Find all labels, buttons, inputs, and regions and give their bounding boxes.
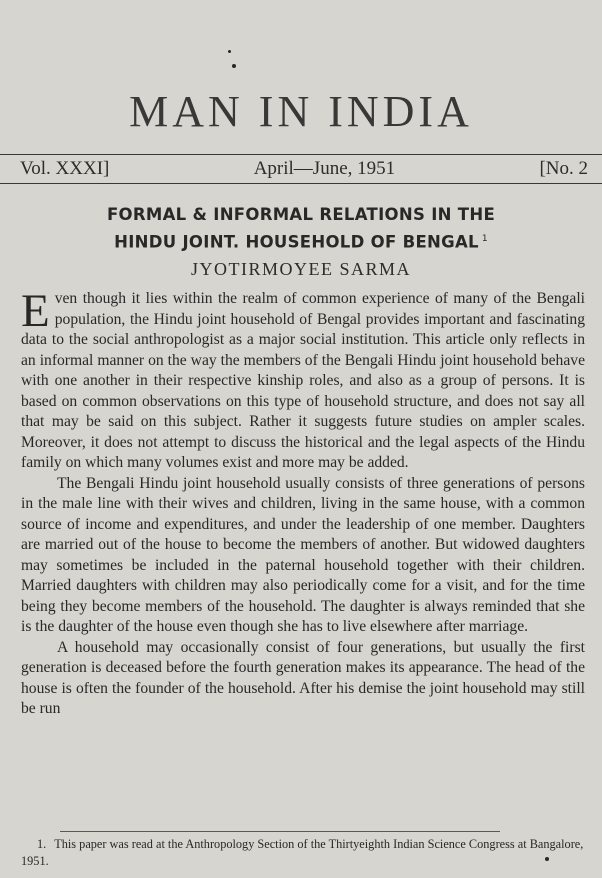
footnote	[21, 836, 585, 870]
article-title-line2: HINDU JOINT. HOUSEHOLD OF BENGAL $^1$	[114, 232, 488, 252]
paragraph-1: Even though it lies within the realm of common experience of many of the Bengali population, the Hindu joint household of Bengal provides important and fascinating data to the social anthropologist as a major social institution. This article only reflects in an informal manner on the way the members of the Bengali Hindu joint household behave with one another in their respective kinship roles, and also as a group of persons. It is based on common observations on this type of household structure, and does not say all that may be said on this subject. Rather it suggests future studies on ampler scales. Moreover, it does not attempt to discuss the historical and the legal aspects of the Hindu family on which many volumes exist and more may be added.	[21, 285, 585, 471]
paragraph-2: The Bengali Hindu joint household usually consists of three generations of persons in the male line with their wives and children, living in the same house, with a common source of income and expenditures, and under the leadership of one member. Daughters are married out of the house to become the members of another. But widowed daughters may sometimes be included in the paternal household together with their children. Married daughters with children may also periodically come for a visit, and for the time being they become members of the household. The daughter is always reminded that she is the daughter of the house even though she has to live elsewhere after marriage.	[21, 474, 585, 635]
author-name: JYOTIRMOYEE SARMA	[190, 259, 411, 279]
masthead-rule-bottom	[0, 183, 602, 184]
journal-title: MAN IN INDIA	[129, 87, 473, 136]
drop-cap: E	[21, 285, 50, 337]
print-speck	[232, 64, 236, 68]
footnote-text: This paper was read at the Anthropology Section of the Thirtyeighth Indian Science Congress at Bangalore, 1951.	[21, 837, 584, 868]
issue-date: April—June, 1951	[253, 158, 396, 179]
volume-label: Vol. XXXI]	[20, 158, 110, 179]
print-speck	[228, 50, 231, 53]
article-title-line1: FORMAL & INFORMAL RELATIONS IN THE	[106, 205, 496, 224]
article-body	[21, 285, 585, 720]
footnote-number: 1.	[37, 837, 47, 851]
paragraph-3: A household may occasionally consist of four generations, but usually the first generation is deceased before the fourth generation makes its appearance. The head of the house is often the founder of the household. After his demise the joint household may still be run	[21, 638, 585, 717]
article-title	[0, 202, 602, 255]
masthead-rule-top	[0, 154, 602, 155]
masthead	[20, 158, 588, 180]
title-footnote-mark: 1	[481, 234, 488, 244]
footnote-rule	[60, 831, 500, 832]
issue-number: [No. 2	[539, 158, 588, 179]
